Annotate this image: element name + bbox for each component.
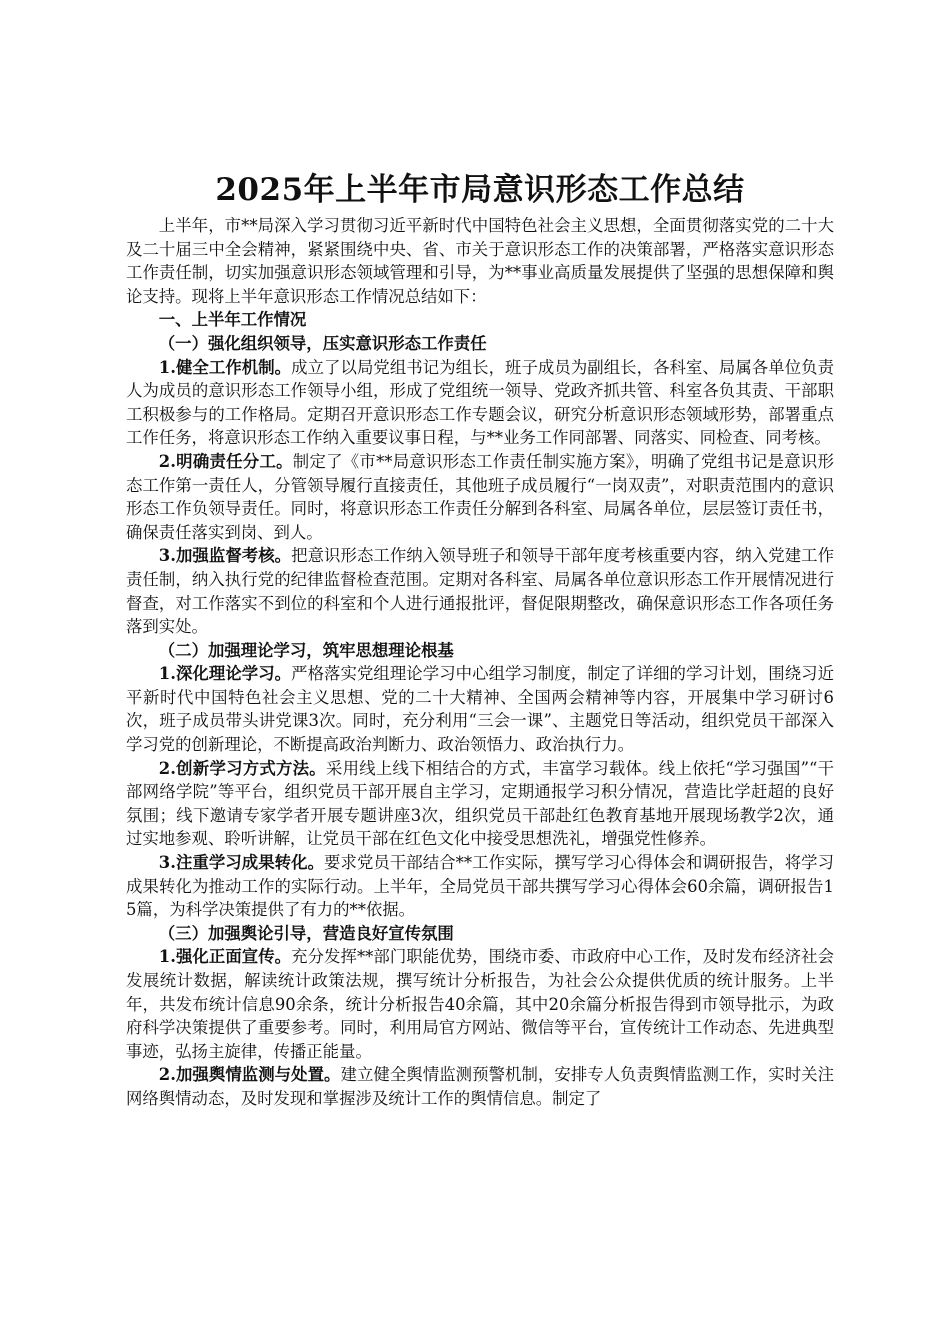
paragraph-lead: 3.注重学习成果转化。 — [158, 853, 325, 873]
paragraph-3-1 — [126, 945, 834, 1063]
paragraph-1-2 — [126, 450, 834, 544]
paragraph-body: 建立健全舆情监测预警机制，安排专人负责舆情监测工作，实时关注网络舆情动态，及时发现和掌握涉及统计工作的舆情信息。制定了 — [126, 1065, 834, 1108]
paragraph-1-1 — [126, 356, 834, 450]
paragraph-lead: 2.加强舆情监测与处置。 — [158, 1065, 341, 1085]
subsection-heading-3: （三）加强舆论引导，营造良好宣传氛围 — [158, 923, 454, 943]
paragraph-1-3 — [126, 544, 834, 638]
paragraph-3-2 — [126, 1063, 834, 1110]
paragraph-lead: 1.强化正面宣传。 — [158, 947, 292, 967]
document-page — [126, 170, 834, 1111]
subsection-heading-1: （一）强化组织领导，压实意识形态工作责任 — [158, 333, 487, 353]
paragraph-2-3 — [126, 851, 834, 922]
paragraph-body: 制定了《市**局意识形态工作责任制实施方案》，明确了党组书记是意识形态工作第一责任人，分管领导履行直接责任，其他班子成员履行“一岗双责”，对职责范围内的意识形态工作负领导责任。同时，将意识形态工作责任分解到各科室、局属各单位，层层签订责任书，确保责任落实到岗、到人。 — [126, 451, 834, 542]
paragraph-lead: 2.创新学习方式方法。 — [158, 758, 326, 778]
paragraph-lead: 2.明确责任分工。 — [158, 451, 293, 471]
paragraph-2-2 — [126, 757, 834, 851]
section-heading-1: 一、上半年工作情况 — [158, 310, 307, 330]
intro-paragraph: 上半年，市**局深入学习贯彻习近平新时代中国特色社会主义思想，全面贯彻落实党的二十大及二十届三中全会精神，紧紧围绕中央、省、市关于意识形态工作的决策部署，严格落实意识形态工作责任制，切实加强意识形态领域管理和引导，为**事业高质量发展提供了坚强的思想保障和舆论支持。现将上半年意识形态工作情况总结如下： — [126, 216, 834, 306]
paragraph-2-1 — [126, 662, 834, 756]
subsection-heading-2: （二）加强理论学习，筑牢思想理论根基 — [158, 640, 454, 660]
paragraph-lead: 3.加强监督考核。 — [158, 546, 292, 566]
paragraph-body: 成立了以局党组书记为组长，班子成员为副组长，各科室、局属各单位负责人为成员的意识形态工作领导小组，形成了党组统一领导、党政齐抓共管、科室各负其责、干部职工积极参与的工作格局。定期召开意识形态工作专题会议，研究分析意识形态领域形势，部署重点工作任务，将意识形态工作纳入重要议事日程，与**业务工作同部署、同落实、同检查、同考核。 — [126, 357, 834, 448]
paragraph-body: 把意识形态工作纳入领导班子和领导干部年度考核重要内容，纳入党建工作责任制，纳入执行党的纪律监督检查范围。定期对各科室、局属各单位意识形态工作开展情况进行督查，对工作落实不到位的科室和个人进行通报批评，督促限期整改，确保意识形态工作各项任务落到实处。 — [126, 546, 834, 637]
paragraph-body: 严格落实党组理论学习中心组学习制度，制定了详细的学习计划，围绕习近平新时代中国特色社会主义思想、党的二十大精神、全国两会精神等内容，开展集中学习研讨6次，班子成员带头讲党课3次。同时，充分利用“三会一课”、主题党日等活动，组织党员干部深入学习党的创新理论，不断提高政治判断力、政治领悟力、政治执行力。 — [126, 664, 834, 755]
paragraph-body: 采用线上线下相结合的方式，丰富学习载体。线上依托“学习强国”“干部网络学院”等平台，组织党员干部开展自主学习，定期通报学习积分情况，营造比学赶超的良好氛围；线下邀请专家学者开展专题讲座3次，组织党员干部赴红色教育基地开展现场教学2次，通过实地参观、聆听讲解，让党员干部在红色文化中接受思想洗礼，增强党性修养。 — [126, 758, 834, 849]
paragraph-lead: 1.深化理论学习。 — [158, 664, 292, 684]
paragraph-body: 充分发挥**部门职能优势，围绕市委、市政府中心工作，及时发布经济社会发展统计数据，解读统计政策法规，撰写统计分析报告，为社会公众提供优质的统计服务。上半年，共发布统计信息90余条，统计分析报告40余篇，其中20余篇分析报告得到市领导批示，为政府科学决策提供了重要参考。同时，利用局官方网站、微信等平台，宣传统计工作动态、先进典型事迹，弘扬主旋律，传播正能量。 — [126, 947, 834, 1061]
paragraph-lead: 1.健全工作机制。 — [158, 357, 292, 377]
paragraph-body: 要求党员干部结合**工作实际，撰写学习心得体会和调研报告，将学习成果转化为推动工作的实际行动。上半年，全局党员干部共撰写学习心得体会60余篇，调研报告15篇，为科学决策提供了有力的**依据。 — [126, 853, 834, 920]
document-title: 2025年上半年市局意识形态工作总结 — [215, 172, 745, 208]
